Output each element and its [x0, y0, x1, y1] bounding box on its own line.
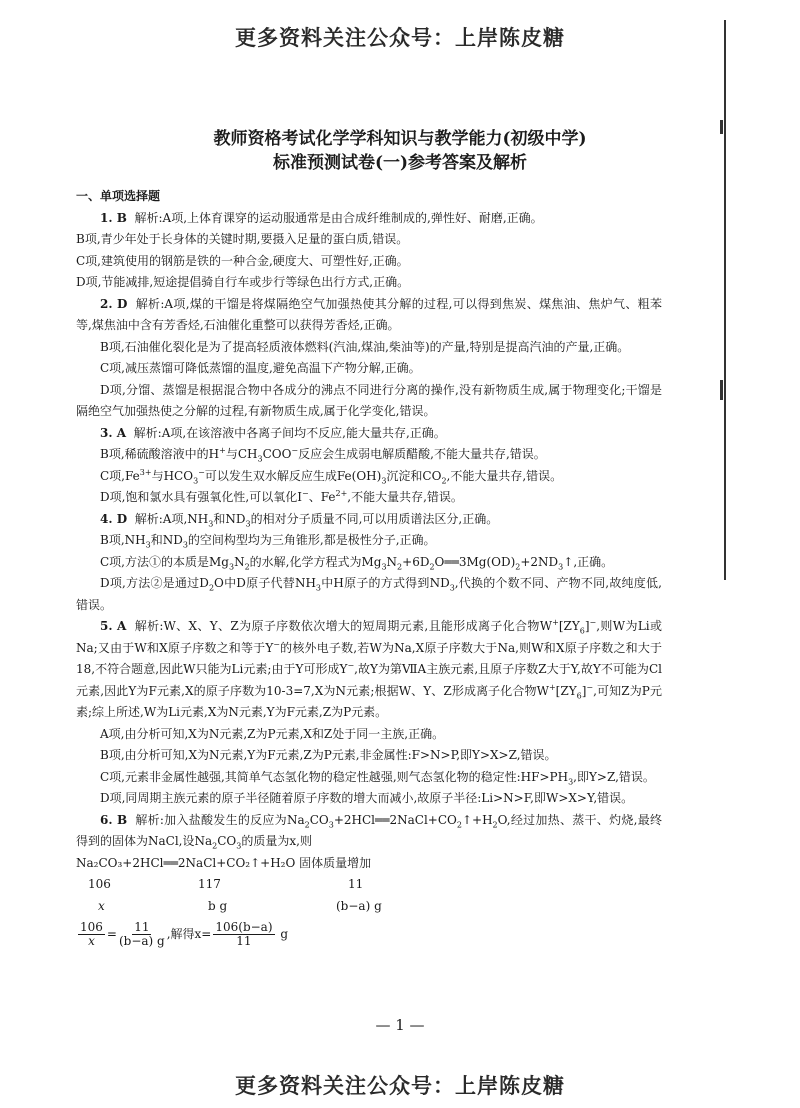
page-number: — 1 — [375, 1016, 425, 1034]
q2-option-d: D项,分馏、蒸馏是根据混合物中各成分的沸点不同进行分离的操作,没有新物质生成,属于物理变化;干馏是隔绝空气加强热使之分解的过程,有新物质生成,属于化学变化,错误。 [76, 382, 662, 418]
q5-option-b: B项,由分析可知,X为N元素,Y为F元素,Z为P元素,非金属性:F>N>P,即Y>X>Z,错误。 [100, 748, 557, 762]
q1-analysis: 1. B 解析:A项,上体育课穿的运动服通常是由合成纤维制成的,弹性好、耐磨,正确。 [100, 210, 543, 225]
answer-content [76, 186, 662, 948]
bottom-banner: 更多资料关注公众号：上岸陈皮糖 [235, 1074, 565, 1098]
q3-option-c: C项$,Fe^{3+}$与$HCO_3^-$可以发生双水解反应生成$Fe(OH)_3$沉淀和$CO_2$,不能大量共存,错误。 [100, 467, 563, 485]
q5-option-a: A项,由分析可知,X为N元素,Z为P元素,X和Z处于同一主族,正确。 [100, 726, 445, 741]
top-banner: 更多资料关注公众号：上岸陈皮糖 [235, 26, 565, 50]
q1-option-c: C项,建筑使用的钢筋是铁的一种合金,硬度大、可塑性好,正确。 [76, 253, 409, 268]
q3-analysis: 3. A 解析:A项,在该溶液中各离子间均不反应,能大量共存,正确。 [100, 425, 446, 440]
q3-option-d: D项,饱和氯水具有强氧化性,可以氧化I−、$Fe^{2+}$,不能大量共存,错误。 [100, 489, 463, 504]
q6-var-row: x b g (b−a) g [98, 898, 382, 913]
q4-option-c: C项,方法①的本质是$Mg_3N_2$的水解,化学方程式为$Mg_3N_2+6D_2O══3Mg(OD)_2+2ND_3↑$,正确。 [100, 554, 614, 571]
scan-edge-line [724, 20, 726, 580]
q2-analysis: 2. D 解析:A项,煤的干馏是将煤隔绝空气加强热使其分解的过程,可以得到焦炭、煤焦油、焦炉气、粗苯等,煤焦油中含有芳香烃,石油催化重整可以获得芳香烃,正确。 [76, 296, 662, 332]
q6-proportion: $\frac{106}{x}$ = $\frac{11}{(b-a) g}$ ,解得x= $\frac{106(b-a)}{11}$ g [80, 920, 289, 948]
doc-title: 教师资格考试化学学科知识与教学能力(初级中学) [213, 129, 587, 149]
q3-option-b: B项,稀硫酸溶液中的H+与$CH_3COO^-$反应会生成弱电解质醋酸,不能大量共存,错误。 [100, 446, 546, 464]
section-heading: 一、单项选择题 [76, 189, 161, 203]
q6-analysis: 6. B 解析:加入盐酸发生的反应为$Na_2CO_3+2HCl══2NaCl+CO_2↑+H_2O$,经过加热、蒸干、灼烧,最终得到的固体为NaCl,设$Na_2CO_3$的质量为x,则 [76, 812, 662, 851]
q4-option-b: B项$,NH_3$和$ND_3$的空间构型均为三角锥形,都是极性分子,正确。 [100, 533, 436, 550]
q2-option-b: B项,石油催化裂化是为了提高轻质液体燃料(汽油,煤油,柴油等)的产量,特别是提高汽油的产量,正确。 [100, 339, 630, 354]
q6-equation: Na₂CO₃+2HCl══2NaCl+CO₂↑+H₂O 固体质量增加 [76, 855, 372, 870]
q5-option-c: C项,元素非金属性越强,其简单气态氢化物的稳定性越强,则气态氢化物的稳定性$:HF>PH_3$,即Y>Z,错误。 [100, 769, 655, 786]
doc-subtitle: 标准预测试卷(一)参考答案及解析 [272, 153, 528, 173]
q6-mass-row: 106 117 11 [88, 877, 364, 891]
q5-analysis: 5. A 解析:W、X、Y、Z为原子序数依次增大的短周期元素,且能形成离子化合物$W^+[ZY_6]^-$,则W为Li或Na;又由于W和X原子序数之和等于Y−的核外电子数,若W为Na,X原子序数大于Na,则W和X原子序数之和大于18,不符合题意,因此W只能为Li元素;由于Y可形成Y−,故Y为第ⅦA主族元素,且原子序数Z大于Y,故Y不可能为Cl元素,因此Y为F元素,X的原子序数为10-3=7,X为N元素;根据W、Y、Z形成离子化合物$W^+[ZY_6]^-$,可知Z为P元素;综上所述,W为Li元素,X为N元素,Y为F元素,Z为P元素。 [76, 618, 662, 719]
q4-option-d: D项,方法②是通过$D_2O$中D原子代替$NH_3$中H原子的方式得到$ND_3$,代换的个数不同、产物不同,故纯度低,错误。 [76, 576, 662, 612]
q4-analysis: 4. D 解析:A项$,NH_3$和$ND_3$的相对分子质量不同,可以用质谱法区分,正确。 [100, 511, 499, 528]
scan-edge-tick [720, 380, 723, 400]
q2-option-c: C项,减压蒸馏可降低蒸馏的温度,避免高温下产物分解,正确。 [100, 361, 421, 375]
q1-option-d: D项,节能减排,短途提倡骑自行车或步行等绿色出行方式,正确。 [76, 275, 410, 289]
q1-option-b: B项,青少年处于长身体的关键时期,要摄入足量的蛋白质,错误。 [76, 232, 409, 246]
q5-option-d: D项,同周期主族元素的原子半径随着原子序数的增大而减小,故原子半径:Li>N>F,即W>X>Y,错误。 [100, 791, 634, 805]
